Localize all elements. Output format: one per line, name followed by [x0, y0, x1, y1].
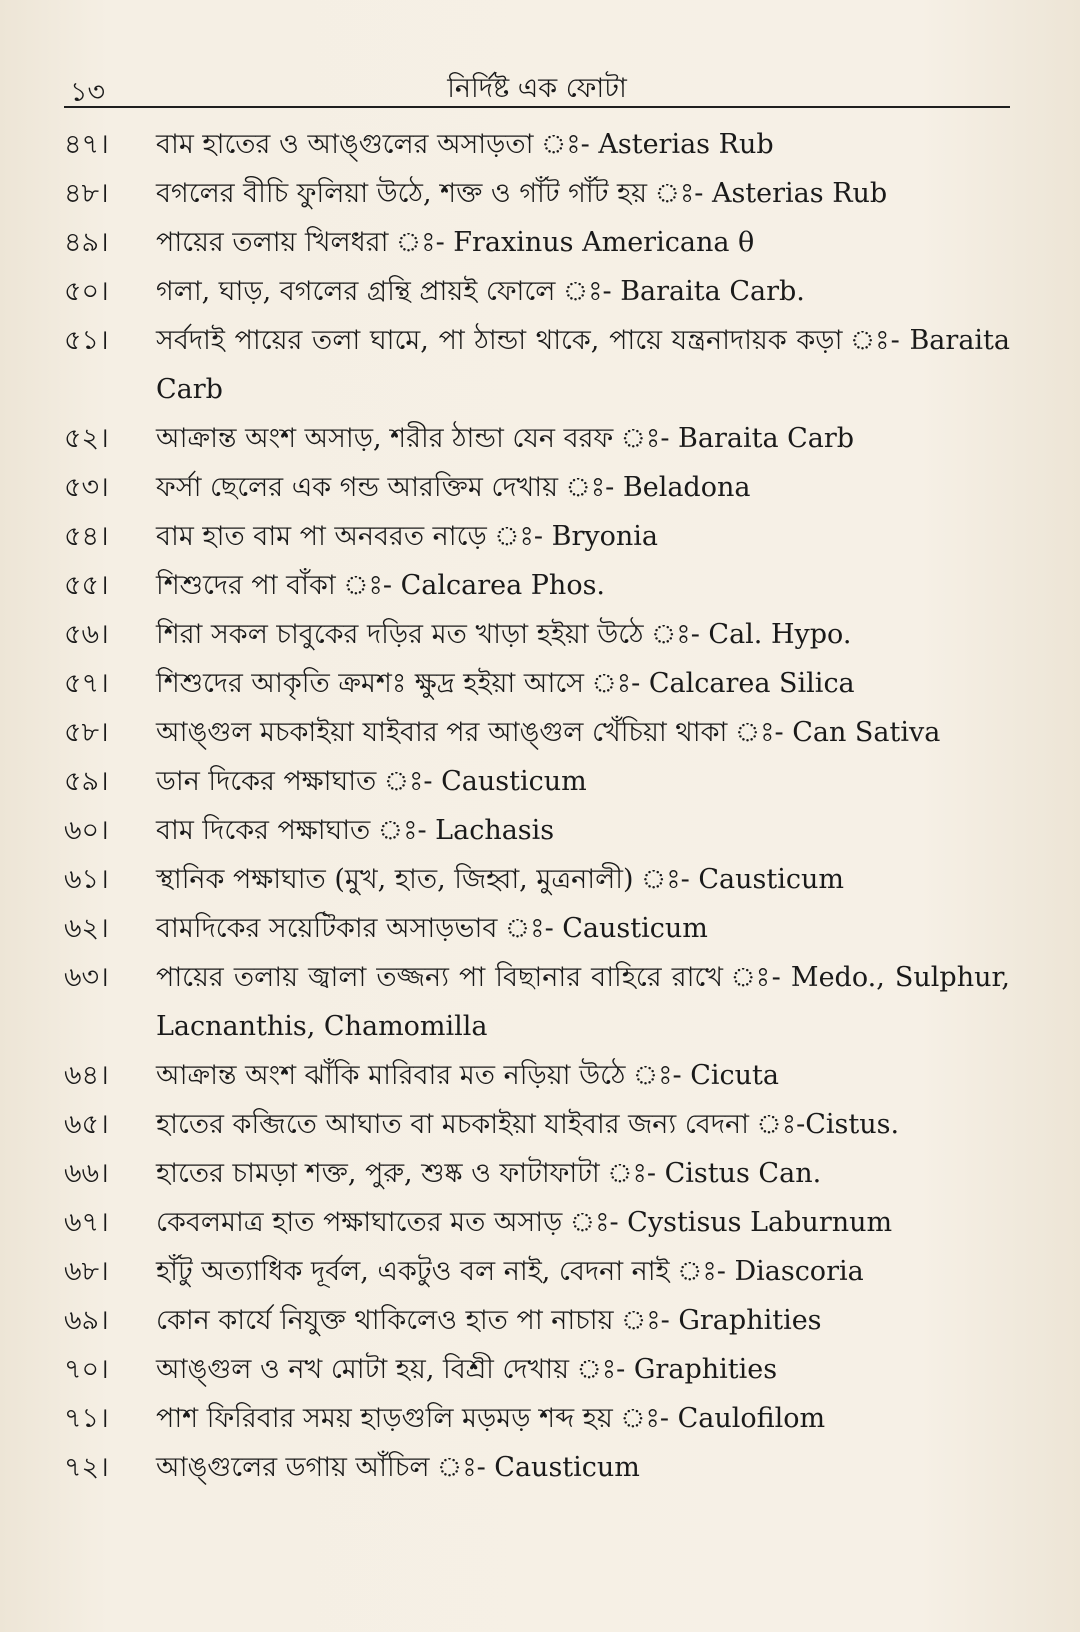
- item-number: ৬৪।: [64, 1060, 109, 1091]
- item-number: ৫৩।: [64, 472, 109, 503]
- item-number: ৬৬।: [64, 1158, 109, 1189]
- list-item: [64, 561, 1010, 610]
- list-item: [64, 1443, 1010, 1492]
- list-item: [64, 1247, 1010, 1296]
- item-number: ৬৭।: [64, 1207, 109, 1238]
- item-number: ৫৭।: [64, 668, 109, 699]
- list-item: [64, 169, 1010, 218]
- item-number: ৬০।: [64, 815, 109, 846]
- item-text: কোন কার্যে নিযুক্ত থাকিলেও হাত পা নাচায় ঃ- Graphities: [156, 1305, 822, 1336]
- list-item: [64, 120, 1010, 169]
- item-number: ৪৮।: [64, 178, 109, 209]
- item-text: পায়ের তলায় জ্বালা তজ্জন্য পা বিছানার বাহিরে রাখে ঃ- Medo., Sulphur, Lacnanthis, Chamomilla: [156, 962, 1010, 1042]
- item-number: ৬৩।: [64, 962, 109, 993]
- item-number: ৫৬।: [64, 619, 109, 650]
- item-text: হাঁটু অত্যাধিক দূর্বল, একটুও বল নাই, বেদনা নাই ঃ- Diascoria: [156, 1256, 864, 1287]
- item-text: সর্বদাই পায়ের তলা ঘামে, পা ঠান্ডা থাকে, পায়ে যন্ত্রনাদায়ক কড়া ঃ- Baraita Carb: [156, 325, 1010, 405]
- item-text: গলা, ঘাড়, বগলের গ্রন্থি প্রায়ই ফোলে ঃ- Baraita Carb.: [156, 276, 805, 307]
- list-item: [64, 267, 1010, 316]
- item-number: ৪৯।: [64, 227, 109, 258]
- list-item: [64, 512, 1010, 561]
- list-item: [64, 953, 1010, 1051]
- list-item: [64, 806, 1010, 855]
- item-number: ৬৫।: [64, 1109, 109, 1140]
- list-item: [64, 1296, 1010, 1345]
- item-text: পাশ ফিরিবার সময় হাড়গুলি মড়মড় শব্দ হয় ঃ- Caulofilom: [156, 1403, 826, 1434]
- item-text: শিশুদের পা বাঁকা ঃ- Calcarea Phos.: [156, 570, 606, 601]
- page-number: ১৩: [70, 77, 106, 108]
- item-text: বাম হাত বাম পা অনবরত নাড়ে ঃ- Bryonia: [156, 521, 658, 552]
- item-text: বগলের বীচি ফুলিয়া উঠে, শক্ত ও গাঁট গাঁট হয় ঃ- Asterias Rub: [156, 178, 888, 209]
- item-text: পায়ের তলায় খিলধরা ঃ- Fraxinus Americana θ: [156, 227, 755, 258]
- item-text: হাতের কব্জিতে আঘাত বা মচকাইয়া যাইবার জন্য বেদনা ঃ-Cistus.: [156, 1109, 900, 1140]
- list-item: [64, 855, 1010, 904]
- item-text: শিরা সকল চাবুকের দড়ির মত খাড়া হইয়া উঠে ঃ- Cal. Hypo.: [156, 619, 852, 650]
- item-text: বাম হাতের ও আঙ্গুলের অসাড়তা ঃ- Asterias Rub: [156, 129, 774, 160]
- item-number: ৫৮।: [64, 717, 109, 748]
- item-text: হাতের চামড়া শক্ত, পুরু, শুষ্ক ও ফাটাফাটা ঃ- Cistus Can.: [156, 1158, 822, 1189]
- item-number: ৭১।: [64, 1403, 109, 1434]
- list-item: [64, 1051, 1010, 1100]
- list-item: [64, 904, 1010, 953]
- list-item: [64, 414, 1010, 463]
- item-number: ৬১।: [64, 864, 109, 895]
- item-number: ৫৫।: [64, 570, 109, 601]
- item-text: স্থানিক পক্ষাঘাত (মুখ, হাত, জিহ্বা, মুত্রনালী) ঃ- Causticum: [156, 864, 844, 895]
- item-text: ফর্সা ছেলের এক গন্ড আরক্তিম দেখায় ঃ- Beladona: [156, 472, 751, 503]
- item-number: ৫০।: [64, 276, 109, 307]
- list-item: [64, 659, 1010, 708]
- item-number: ৬৯।: [64, 1305, 109, 1336]
- list-item: [64, 316, 1010, 414]
- list-item: [64, 218, 1010, 267]
- list-item: [64, 757, 1010, 806]
- item-number: ৫৪।: [64, 521, 109, 552]
- item-text: ডান দিকের পক্ষাঘাত ঃ- Causticum: [156, 766, 587, 797]
- item-text: বামদিকের সয়েটিকার অসাড়ভাব ঃ- Causticum: [156, 913, 708, 944]
- list-item: [64, 1345, 1010, 1394]
- list-item: [64, 708, 1010, 757]
- item-text: আক্রান্ত অংশ ঝাঁকি মারিবার মত নড়িয়া উঠে ঃ- Cicuta: [156, 1060, 779, 1091]
- item-number: ৫২।: [64, 423, 109, 454]
- item-text: বাম দিকের পক্ষাঘাত ঃ- Lachasis: [156, 815, 555, 846]
- list-item: [64, 1149, 1010, 1198]
- list-item: [64, 1394, 1010, 1443]
- item-text: আঙ্গুল ও নখ মোটা হয়, বিশ্রী দেখায় ঃ- Graphities: [156, 1354, 778, 1385]
- item-text: কেবলমাত্র হাত পক্ষাঘাতের মত অসাড় ঃ- Cystisus Laburnum: [156, 1207, 893, 1238]
- item-text: আঙ্গুল মচকাইয়া যাইবার পর আঙ্গুল খেঁচিয়া থাকা ঃ- Can Sativa: [156, 717, 941, 748]
- remedy-list: [64, 120, 1010, 1492]
- running-title: নির্দিষ্ট এক ফোটা: [447, 73, 627, 104]
- item-number: ৫১।: [64, 325, 109, 356]
- item-number: ৭২।: [64, 1452, 109, 1483]
- item-number: ৪৭।: [64, 129, 109, 160]
- item-number: ৫৯।: [64, 766, 109, 797]
- item-number: ৬২।: [64, 913, 109, 944]
- item-number: ৭০।: [64, 1354, 109, 1385]
- list-item: [64, 1100, 1010, 1149]
- list-item: [64, 463, 1010, 512]
- item-text: শিশুদের আকৃতি ক্রমশঃ ক্ষুদ্র হইয়া আসে ঃ- Calcarea Silica: [156, 668, 855, 699]
- list-item: [64, 610, 1010, 659]
- item-text: আক্রান্ত অংশ অসাড়, শরীর ঠান্ডা যেন বরফ ঃ- Baraita Carb: [156, 423, 855, 454]
- list-item: [64, 1198, 1010, 1247]
- item-text: আঙ্গুলের ডগায় আঁচিল ঃ- Causticum: [156, 1452, 640, 1483]
- page-header: [64, 60, 1010, 108]
- item-number: ৬৮।: [64, 1256, 109, 1287]
